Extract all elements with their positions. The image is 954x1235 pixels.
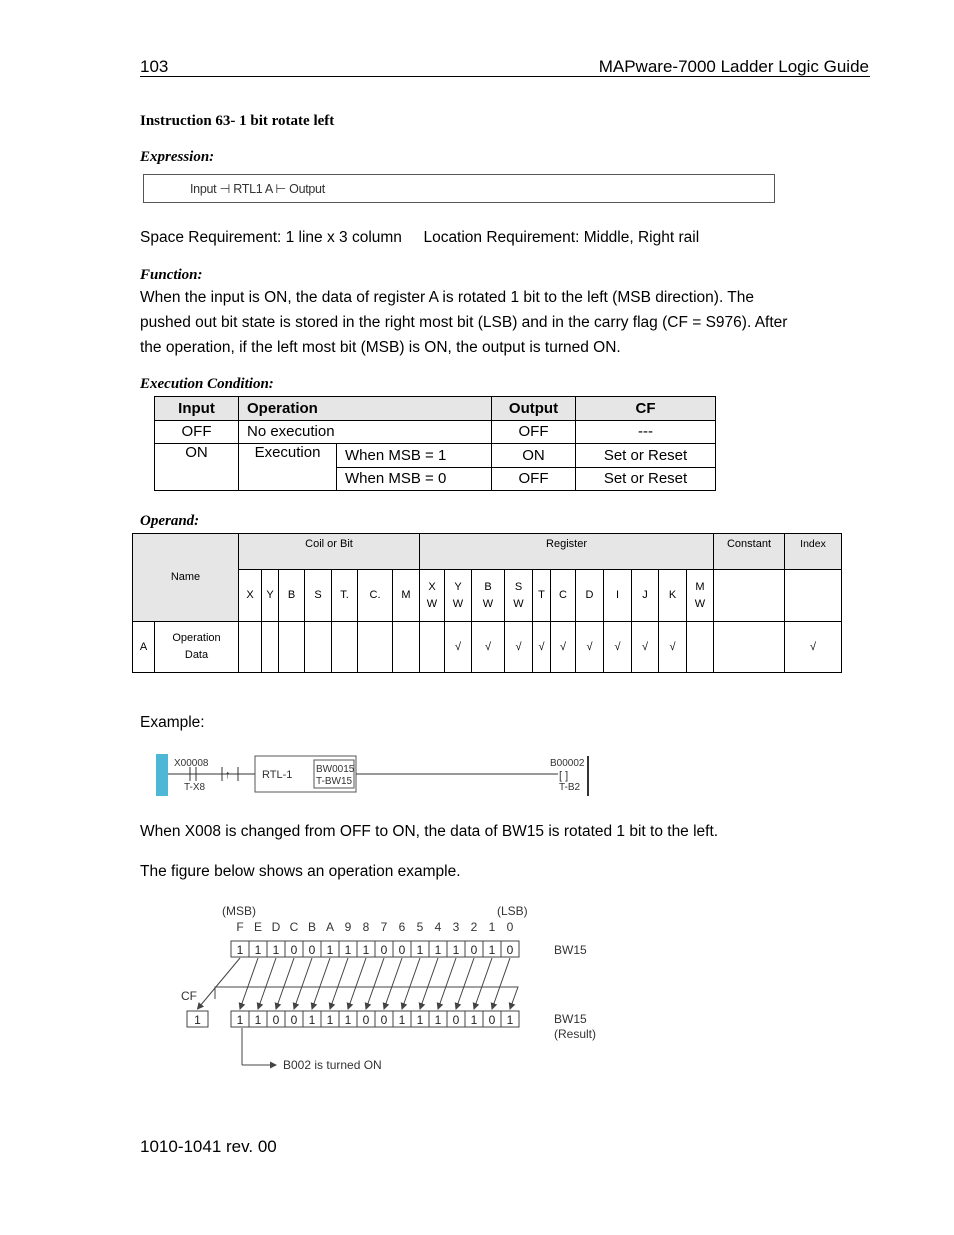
bit-value: 1 bbox=[236, 943, 244, 957]
shift-arrow bbox=[198, 958, 241, 1009]
bit-label: B bbox=[307, 920, 317, 934]
header-operation: Operation bbox=[239, 397, 492, 421]
bit-value: 1 bbox=[506, 1013, 514, 1027]
bit-value: 0 bbox=[452, 1013, 460, 1027]
bit-label: C bbox=[289, 920, 299, 934]
footer-text: 1010-1041 rev. 00 bbox=[140, 1137, 277, 1156]
bit-value: 0 bbox=[290, 943, 298, 957]
cell-output: ON bbox=[492, 444, 576, 468]
bit-value: 0 bbox=[272, 1013, 280, 1027]
bit-value: 1 bbox=[254, 1013, 262, 1027]
expression-text: Input ⊣ RTL1 A ⊢ Output bbox=[190, 182, 325, 196]
operand-column-header: X bbox=[239, 570, 262, 622]
shift-arrow bbox=[348, 958, 366, 1009]
result-register-name: BW15 bbox=[554, 1012, 587, 1026]
operand-mark: √ bbox=[533, 622, 551, 673]
operand-mark: √ bbox=[551, 622, 576, 673]
execution-label: Execution Condition: bbox=[140, 376, 274, 392]
bit-value: 0 bbox=[380, 943, 388, 957]
bit-label: 3 bbox=[452, 920, 460, 934]
operand-name: Operation Data bbox=[155, 622, 239, 673]
example-description: When X008 is changed from OFF to ON, the data of BW15 is rotated 1 bit to the left. bbox=[140, 823, 719, 840]
operand-mark bbox=[239, 622, 262, 673]
function-label: Function: bbox=[140, 267, 203, 283]
cell-operation: Execution bbox=[239, 444, 337, 491]
operand-mark: √ bbox=[505, 622, 533, 673]
bit-value: 1 bbox=[488, 943, 496, 957]
operand-mark bbox=[687, 622, 714, 673]
bit-label: D bbox=[271, 920, 281, 934]
register-sublabel: T-BW15 bbox=[316, 776, 353, 787]
register-after bbox=[231, 1011, 519, 1027]
cell-output: OFF bbox=[492, 467, 576, 491]
cell-cf: Set or Reset bbox=[576, 467, 716, 491]
output-note: B002 is turned ON bbox=[283, 1058, 382, 1072]
operand-table bbox=[132, 533, 842, 673]
bit-label: 5 bbox=[416, 920, 424, 934]
group-constant: Constant bbox=[714, 534, 785, 570]
operand-column-header: S W bbox=[505, 570, 533, 622]
operand-column-header: M W bbox=[687, 570, 714, 622]
bit-value: 1 bbox=[434, 1013, 442, 1027]
operand-column-header: S bbox=[305, 570, 332, 622]
shift-arrow bbox=[276, 958, 294, 1009]
bit-label: 7 bbox=[380, 920, 388, 934]
register-before bbox=[231, 941, 519, 957]
group-index: Index bbox=[785, 534, 842, 570]
bit-value: 1 bbox=[398, 1013, 406, 1027]
operand-column-header: B W bbox=[472, 570, 505, 622]
bit-label: E bbox=[253, 920, 263, 934]
bit-value: 1 bbox=[344, 943, 352, 957]
shift-arrow bbox=[312, 958, 330, 1009]
operand-column-header: T bbox=[533, 570, 551, 622]
wrap-arrow bbox=[215, 987, 518, 1009]
shift-arrow bbox=[402, 958, 420, 1009]
operand-name-header: Name bbox=[133, 534, 239, 622]
cell-condition: When MSB = 1 bbox=[337, 444, 492, 468]
requirements-text: Space Requirement: 1 line x 3 column Location Requirement: Middle, Right rail bbox=[140, 229, 700, 246]
bit-label: 1 bbox=[488, 920, 496, 934]
cell-cf: Set or Reset bbox=[576, 444, 716, 468]
operand-column-header: Y bbox=[262, 570, 279, 622]
register-label: BW0015 bbox=[316, 764, 355, 775]
operand-column-header: K bbox=[659, 570, 687, 622]
lsb-label: (LSB) bbox=[497, 904, 528, 918]
expression-label: Expression: bbox=[140, 149, 215, 165]
msb-label: (MSB) bbox=[222, 904, 256, 918]
bit-value: 1 bbox=[272, 943, 280, 957]
operand-mark: √ bbox=[604, 622, 632, 673]
contact-label: X00008 bbox=[174, 758, 209, 769]
cell-output: OFF bbox=[492, 420, 576, 444]
bit-label: 0 bbox=[506, 920, 514, 934]
bit-label: 2 bbox=[470, 920, 478, 934]
shift-arrow bbox=[474, 958, 492, 1009]
example-intro: The figure below shows an operation example. bbox=[140, 863, 461, 880]
cf-label: CF bbox=[181, 989, 197, 1003]
operand-constant-mark bbox=[714, 622, 785, 673]
header-cf: CF bbox=[576, 397, 716, 421]
bit-value: 1 bbox=[326, 1013, 334, 1027]
group-coil-or-bit: Coil or Bit bbox=[239, 534, 420, 570]
operand-mark bbox=[305, 622, 332, 673]
instruction-name: RTL-1 bbox=[262, 769, 293, 781]
bit-value: 0 bbox=[290, 1013, 298, 1027]
group-register: Register bbox=[420, 534, 714, 570]
function-line: pushed out bit state is stored in the right most bit (LSB) and in the carry flag (CF = S976). After bbox=[140, 314, 788, 331]
operand-data-row bbox=[133, 622, 842, 673]
table-header-row bbox=[155, 397, 716, 421]
bit-value: 1 bbox=[308, 1013, 316, 1027]
bit-value: 1 bbox=[416, 1013, 424, 1027]
bit-value: 1 bbox=[362, 943, 370, 957]
bit-label: F bbox=[236, 920, 244, 934]
function-paragraph bbox=[140, 285, 787, 360]
shift-arrow bbox=[492, 958, 510, 1009]
coil-icon: [ ] bbox=[559, 770, 569, 782]
bit-value: 0 bbox=[362, 1013, 370, 1027]
operand-mark bbox=[420, 622, 445, 673]
operand-mark bbox=[358, 622, 393, 673]
operand-mark: √ bbox=[472, 622, 505, 673]
bit-value: 0 bbox=[398, 943, 406, 957]
operand-mark bbox=[393, 622, 420, 673]
operand-letter: A bbox=[133, 622, 155, 673]
table-row bbox=[155, 420, 716, 444]
bit-label: 6 bbox=[398, 920, 406, 934]
edge-arrow-icon: ↑ bbox=[225, 769, 231, 781]
operand-constant-subheader bbox=[714, 570, 785, 622]
shift-arrow bbox=[240, 958, 258, 1009]
page-number: 103 bbox=[140, 57, 169, 76]
operand-mark: √ bbox=[445, 622, 472, 673]
bit-value: 1 bbox=[416, 943, 424, 957]
operand-mark: √ bbox=[576, 622, 604, 673]
expression-box bbox=[143, 174, 775, 203]
contact-sublabel: T-X8 bbox=[184, 782, 206, 793]
ladder-example bbox=[150, 750, 600, 800]
bit-label: 4 bbox=[434, 920, 442, 934]
left-rail bbox=[156, 754, 168, 796]
cell-operation: No execution bbox=[239, 420, 492, 444]
instruction-title: Instruction 63- 1 bit rotate left bbox=[140, 113, 335, 129]
operand-column-header: B bbox=[279, 570, 305, 622]
shift-arrow bbox=[384, 958, 402, 1009]
operand-column-header: C. bbox=[358, 570, 393, 622]
operand-column-header: D bbox=[576, 570, 604, 622]
coil-label: B00002 bbox=[550, 758, 585, 769]
bit-value: 0 bbox=[380, 1013, 388, 1027]
operand-column-header: M bbox=[393, 570, 420, 622]
operand-label: Operand: bbox=[140, 513, 200, 529]
cell-cf: --- bbox=[576, 420, 716, 444]
bit-value: 0 bbox=[470, 943, 478, 957]
register-name: BW15 bbox=[554, 943, 587, 957]
rotation-diagram bbox=[170, 898, 630, 1078]
operand-column-header: I bbox=[604, 570, 632, 622]
operand-mark bbox=[279, 622, 305, 673]
bit-label: A bbox=[325, 920, 335, 934]
shift-arrow bbox=[420, 958, 438, 1009]
header-input: Input bbox=[155, 397, 239, 421]
operand-column-row bbox=[133, 570, 842, 622]
document-title: MAPware-7000 Ladder Logic Guide bbox=[598, 57, 869, 76]
result-sublabel: (Result) bbox=[554, 1027, 597, 1041]
bit-value: 0 bbox=[488, 1013, 496, 1027]
bit-value: 0 bbox=[506, 943, 514, 957]
cell-input: ON bbox=[155, 444, 239, 491]
shift-arrow bbox=[330, 958, 348, 1009]
cell-input: OFF bbox=[155, 420, 239, 444]
shift-arrow bbox=[438, 958, 456, 1009]
bit-value: 1 bbox=[434, 943, 442, 957]
operand-mark: √ bbox=[632, 622, 659, 673]
bit-value: 1 bbox=[470, 1013, 478, 1027]
bit-value: 1 bbox=[344, 1013, 352, 1027]
bit-value: 1 bbox=[254, 943, 262, 957]
operand-group-row bbox=[133, 534, 842, 570]
cell-condition: When MSB = 0 bbox=[337, 467, 492, 491]
shift-arrow bbox=[366, 958, 384, 1009]
operand-index-subheader bbox=[785, 570, 842, 622]
operand-mark bbox=[332, 622, 358, 673]
bit-value: 1 bbox=[326, 943, 334, 957]
coil-sublabel: T-B2 bbox=[559, 782, 581, 793]
shift-arrow bbox=[258, 958, 276, 1009]
operand-column-header: C bbox=[551, 570, 576, 622]
function-line: the operation, if the left most bit (MSB) is ON, the output is turned ON. bbox=[140, 339, 621, 356]
operand-column-header: J bbox=[632, 570, 659, 622]
execution-table bbox=[154, 396, 716, 491]
operand-column-header: T. bbox=[332, 570, 358, 622]
shift-arrow bbox=[294, 958, 312, 1009]
header-output: Output bbox=[492, 397, 576, 421]
operand-mark: √ bbox=[659, 622, 687, 673]
bit-value: 0 bbox=[308, 943, 316, 957]
header-rule bbox=[140, 76, 870, 77]
operand-column-header: X W bbox=[420, 570, 445, 622]
example-label: Example: bbox=[140, 714, 205, 731]
operand-mark bbox=[262, 622, 279, 673]
shift-arrow bbox=[456, 958, 474, 1009]
bit-label: 9 bbox=[344, 920, 352, 934]
bit-label: 8 bbox=[362, 920, 370, 934]
table-row bbox=[155, 444, 716, 468]
bit-labels bbox=[236, 920, 513, 934]
operand-index-mark: √ bbox=[785, 622, 842, 673]
bit-value: 1 bbox=[452, 943, 460, 957]
operand-column-header: Y W bbox=[445, 570, 472, 622]
bit-value: 1 bbox=[236, 1013, 244, 1027]
cf-value: 1 bbox=[194, 1013, 201, 1027]
shift-arrows bbox=[198, 958, 519, 1009]
function-line: When the input is ON, the data of register A is rotated 1 bit to the left (MSB direction). The bbox=[140, 289, 754, 306]
